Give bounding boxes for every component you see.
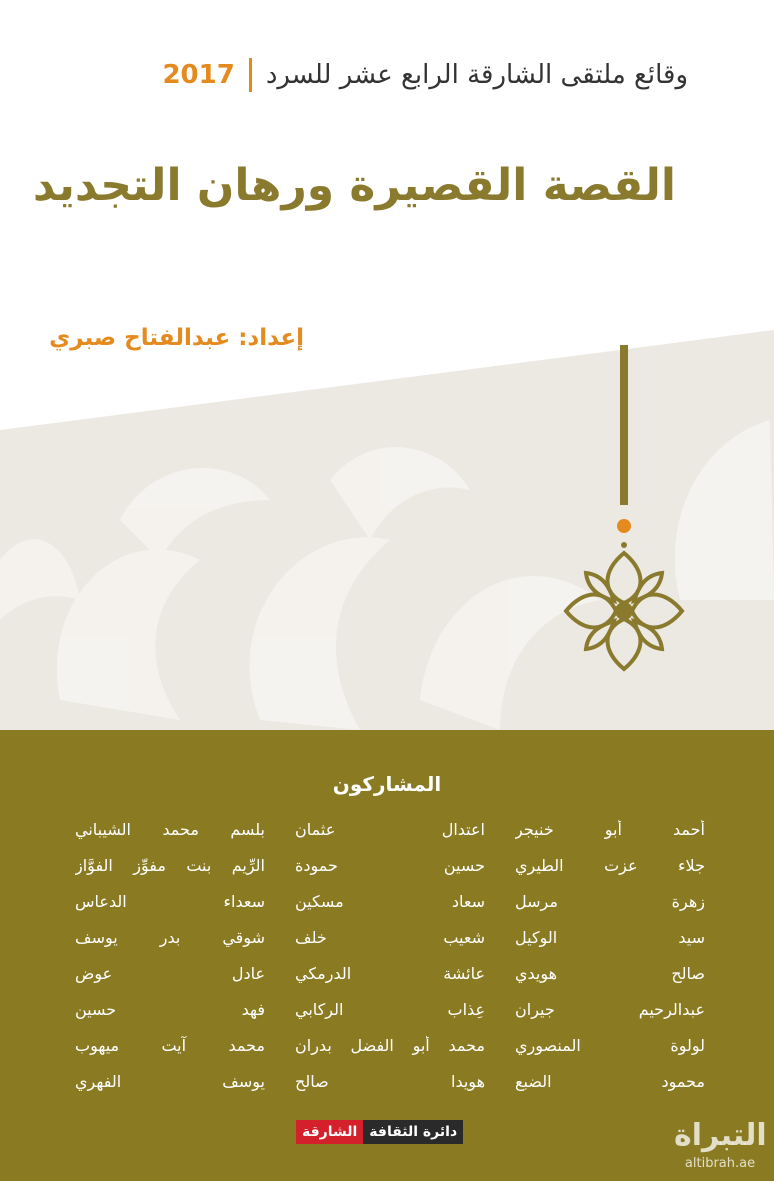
- participant-name: زهرة مرسل: [515, 892, 705, 911]
- participant-name: عبدالرحيم جيران: [515, 1000, 705, 1019]
- watermark-logo: التبراة: [674, 1118, 767, 1153]
- participant-name: أحمد أبو خنيجر: [515, 820, 705, 839]
- participant-name: عائشة الدرمكي: [295, 964, 485, 983]
- participant-name: هويدا صالح: [295, 1072, 485, 1091]
- publisher-logo: [296, 1120, 463, 1144]
- publisher-name: دائرة الثقافة: [363, 1120, 463, 1144]
- participant-name: بلسم محمد الشيباني: [75, 820, 265, 839]
- participant-name: صالح هويدي: [515, 964, 705, 983]
- participant-name: سيد الوكيل: [515, 928, 705, 947]
- participant-name: حسين حمودة: [295, 856, 485, 875]
- watermark: [674, 1116, 766, 1171]
- participant-name: محمد أبو الفضل بدران: [295, 1036, 485, 1055]
- participants-column-2: [295, 820, 485, 1108]
- participant-name: عادل عوض: [75, 964, 265, 983]
- header-separator: [249, 58, 252, 92]
- header-subtitle: وقائع ملتقى الشارقة الرابع عشر للسرد: [265, 60, 688, 90]
- participant-name: شوقي بدر يوسف: [75, 928, 265, 947]
- participant-name: اعتدال عثمان: [295, 820, 485, 839]
- watermark-url: altibrah.ae: [684, 1156, 756, 1171]
- participant-name: محمد آيت ميهوب: [75, 1036, 265, 1055]
- participant-name: فهد حسين: [75, 1000, 265, 1019]
- participants-column-3: [75, 820, 265, 1108]
- header-line: [162, 58, 688, 92]
- publisher-city: الشارقة: [296, 1120, 363, 1144]
- participant-name: سعاد مسكين: [295, 892, 485, 911]
- participants-column-1: [515, 820, 705, 1108]
- book-title: القصة القصيرة ورهان التجديد: [32, 160, 676, 211]
- participant-name: يوسف الفهري: [75, 1072, 265, 1091]
- participant-name: سعداء الدعاس: [75, 892, 265, 911]
- participant-name: لولوة المنصوري: [515, 1036, 705, 1055]
- participant-name: جلاء عزت الطيري: [515, 856, 705, 875]
- participant-name: الرِّيم بنت مفوِّز الفوَّاز: [75, 856, 265, 875]
- participants-list: [75, 820, 705, 1108]
- pendant-ornament-icon: [560, 345, 690, 685]
- participant-name: عِذاب الركابي: [295, 1000, 485, 1019]
- participant-name: محمود الضبع: [515, 1072, 705, 1091]
- participant-name: شعيب خلف: [295, 928, 485, 947]
- participants-heading: المشاركون: [332, 772, 442, 796]
- editor-credit: إعداد: عبدالفتاح صبري: [49, 325, 304, 351]
- header-year: 2017: [162, 60, 235, 90]
